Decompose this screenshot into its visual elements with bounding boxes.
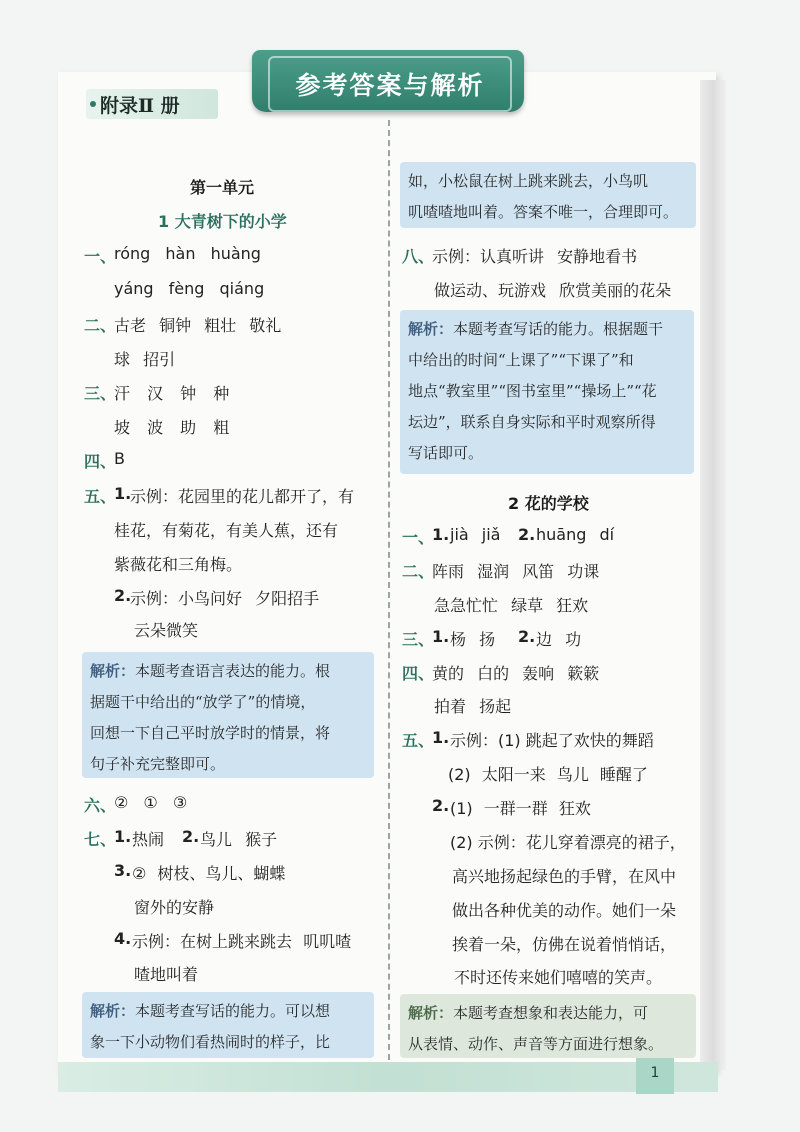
analysis-text: 从表情、动作、声音等方面进行想象。 xyxy=(408,1035,664,1053)
answer-text: 黄的 白的 轰响 簌簌 xyxy=(432,664,600,683)
item-number: 1. xyxy=(114,827,132,846)
item-number: 2. xyxy=(432,796,450,815)
item-number: 1. xyxy=(432,525,450,544)
answer-text: 紫薇花和三角梅。 xyxy=(114,555,243,574)
answer-text: ② 树枝、鸟儿、蝴蝶 xyxy=(132,864,286,883)
answer-text: B xyxy=(114,449,125,468)
question-label: 四、 xyxy=(84,452,117,471)
answer-text: (2) 示例：花儿穿着漂亮的裙子， xyxy=(450,833,686,852)
analysis-text: 如，小松鼠在树上跳来跳去，小鸟叽 xyxy=(408,172,649,190)
answer-text: róng hàn huàng xyxy=(114,244,261,263)
analysis-text: 本题考查语言表达的能力。根 xyxy=(135,662,331,680)
answer-text: 球 招引 xyxy=(114,350,176,369)
analysis-label: 解析： xyxy=(90,1002,136,1020)
answer-text: ② ① ③ xyxy=(114,793,188,812)
analysis-text: 句子补充完整即可。 xyxy=(90,755,226,773)
question-label: 八、 xyxy=(402,247,435,266)
answer-text: 急急忙忙 绿草 狂欢 xyxy=(434,596,589,615)
answer-text: 杨 扬 xyxy=(450,630,496,649)
analysis-box xyxy=(400,162,696,228)
analysis-text: 坛边”，联系自身实际和平时观察所得 xyxy=(408,413,656,431)
answer-text: 边 功 xyxy=(536,630,582,649)
answer-text: 喳地叫着 xyxy=(134,965,199,984)
question-label: 五、 xyxy=(402,731,435,750)
question-label: 六、 xyxy=(84,796,117,815)
question-label: 三、 xyxy=(402,630,435,649)
analysis-text: 据题干中给出的“放学了”的情境， xyxy=(90,693,316,711)
item-number: 2. xyxy=(114,586,132,605)
answer-text: jià jiǎ xyxy=(450,525,501,544)
question-label: 二、 xyxy=(402,562,435,581)
dot-icon xyxy=(90,101,96,107)
answer-text: 示例：花园里的花儿都开了，有 xyxy=(130,487,355,506)
item-number: 1. xyxy=(432,728,450,747)
item-number: 4. xyxy=(114,929,132,948)
answer-text: 窗外的安静 xyxy=(134,898,215,917)
analysis-text: 写话即可。 xyxy=(408,444,484,462)
answer-text: 高兴地扬起绿色的手臂，在风中 xyxy=(452,867,677,886)
analysis-text: 地点“教室里”“图书室里”“操场上”“花 xyxy=(408,382,657,400)
answer-text: 桂花，有菊花，有美人蕉，还有 xyxy=(114,521,339,540)
analysis-text: 中给出的时间“上课了”“下课了”和 xyxy=(408,351,634,369)
answer-text: 坡 波 助 粗 xyxy=(114,418,230,437)
lesson-title: 1 大青树下的小学 xyxy=(158,212,287,231)
analysis-text: 叽喳喳地叫着。答案不唯一，合理即可。 xyxy=(408,203,679,221)
analysis-box xyxy=(82,652,374,778)
analysis-label: 解析： xyxy=(408,320,454,338)
answer-text: (1) 一群一群 狂欢 xyxy=(450,799,591,818)
answer-text: 做运动、玩游戏 欣赏美丽的花朵 xyxy=(434,281,672,300)
question-label: 一、 xyxy=(84,247,117,266)
question-label: 一、 xyxy=(402,528,435,547)
answer-text: 热闹 xyxy=(132,830,165,849)
bottom-band xyxy=(58,1062,718,1092)
lesson-title: 2 花的学校 xyxy=(508,494,589,513)
analysis-box xyxy=(400,994,696,1058)
question-label: 四、 xyxy=(402,664,435,683)
analysis-label: 解析： xyxy=(408,1004,454,1022)
question-label: 三、 xyxy=(84,384,117,403)
answer-text: (2) 太阳一来 鸟儿 睡醒了 xyxy=(448,765,648,784)
answer-text: 示例：认真听讲 安静地看书 xyxy=(432,247,638,266)
item-number: 2. xyxy=(518,525,536,544)
answer-text: 不时还传来她们嘻嘻的笑声。 xyxy=(454,968,663,987)
question-label: 七、 xyxy=(84,830,117,849)
answer-text: huāng dí xyxy=(536,525,615,544)
appendix-tag xyxy=(86,89,218,119)
answer-text: 示例：小鸟问好 夕阳招手 xyxy=(130,589,320,608)
analysis-box xyxy=(400,310,694,474)
analysis-text: 本题考查写话的能力。根据题干 xyxy=(453,320,664,338)
banner-title: 参考答案与解析 xyxy=(268,56,512,112)
page-number: 1 xyxy=(636,1058,674,1094)
answer-text: 阵雨 湿润 风笛 功课 xyxy=(432,562,600,581)
item-number: 3. xyxy=(114,861,132,880)
analysis-text: 本题考查写话的能力。可以想 xyxy=(135,1002,331,1020)
analysis-text: 回想一下自己平时放学时的情景，将 xyxy=(90,724,331,742)
appendix-label: 附录Ⅱ 册 xyxy=(100,94,180,117)
analysis-text: 本题考查想象和表达能力，可 xyxy=(453,1004,649,1022)
unit-title: 第一单元 xyxy=(190,178,255,197)
item-number: 1. xyxy=(432,627,450,646)
analysis-label: 解析： xyxy=(90,662,136,680)
column-divider xyxy=(388,120,390,1060)
question-label: 五、 xyxy=(84,487,117,506)
answer-text: 云朵微笑 xyxy=(134,621,199,640)
answer-text: 古老 铜钟 粗壮 敬礼 xyxy=(114,316,282,335)
analysis-text: 象一下小动物们看热闹时的样子，比 xyxy=(90,1033,331,1051)
item-number: 1. xyxy=(114,484,132,503)
answer-text: 汗 汉 钟 种 xyxy=(114,384,230,403)
answer-text: 示例：在树上跳来跳去 叽叽喳 xyxy=(132,932,352,951)
page-edge xyxy=(700,80,726,1070)
question-label: 二、 xyxy=(84,316,117,335)
answer-text: 做出各种优美的动作。她们一朵 xyxy=(452,901,677,920)
analysis-box xyxy=(82,992,374,1058)
answer-text: 鸟儿 猴子 xyxy=(200,830,278,849)
item-number: 2. xyxy=(182,827,200,846)
item-number: 2. xyxy=(518,627,536,646)
answer-text: 示例：(1) 跳起了欢快的舞蹈 xyxy=(450,731,654,750)
answer-text: 拍着 扬起 xyxy=(434,697,512,716)
answer-text: 挨着一朵，仿佛在说着悄悄话， xyxy=(452,935,677,954)
answer-text: yáng fèng qiáng xyxy=(114,279,265,298)
